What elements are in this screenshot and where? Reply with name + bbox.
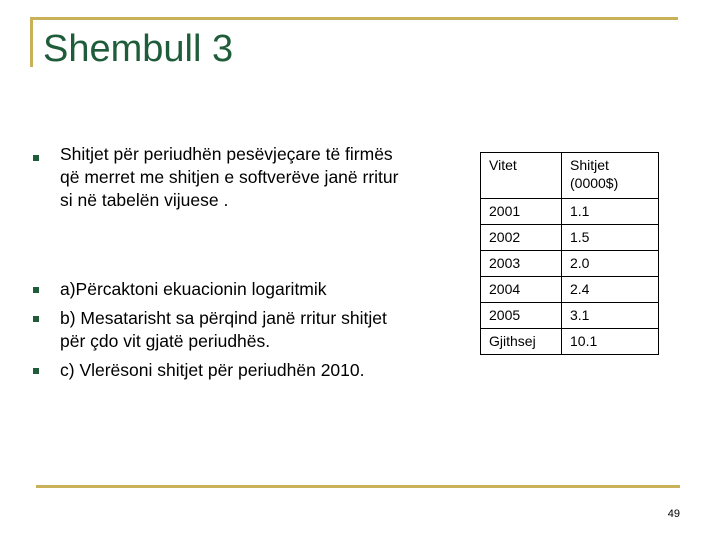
table-row bbox=[481, 251, 659, 277]
year-cell: 2002 bbox=[481, 225, 562, 251]
bullet-marker bbox=[33, 316, 39, 322]
year-cell: 2005 bbox=[481, 303, 562, 329]
header-years: Vitet bbox=[481, 153, 562, 199]
bullet-text: a)Përcaktoni ekuacionin logaritmik bbox=[60, 279, 327, 299]
total-value-cell: 10.1 bbox=[562, 329, 659, 355]
bullet-text: b) Mesatarisht sa përqind janë rritur shitjet për çdo vit gjatë periudhës. bbox=[60, 308, 387, 351]
sales-cell: 3.1 bbox=[562, 303, 659, 329]
year-cell: 2004 bbox=[481, 277, 562, 303]
year-cell: 2003 bbox=[481, 251, 562, 277]
table-header-row bbox=[481, 153, 659, 199]
sales-table bbox=[480, 152, 659, 355]
sales-cell: 2.0 bbox=[562, 251, 659, 277]
bullet-marker bbox=[33, 155, 39, 161]
bullet-marker bbox=[33, 287, 39, 293]
sales-cell: 1.5 bbox=[562, 225, 659, 251]
table-row bbox=[481, 303, 659, 329]
table-row bbox=[481, 225, 659, 251]
left-border-line bbox=[30, 17, 33, 67]
bullet-text: c) Vlerësoni shitjet për periudhën 2010. bbox=[60, 360, 365, 380]
table-row bbox=[481, 199, 659, 225]
header-sales: Shitjet (0000$) bbox=[562, 153, 659, 199]
slide-title: Shembull 3 bbox=[43, 28, 234, 70]
table-total-row bbox=[481, 329, 659, 355]
bullet-marker bbox=[33, 368, 39, 374]
sales-cell: 2.4 bbox=[562, 277, 659, 303]
table-row bbox=[481, 277, 659, 303]
top-border-line bbox=[30, 17, 678, 20]
bullet-text: Shitjet për periudhën pesëvjeçare të firmës që merret me shitjen e softverëve janë rritur si në tabelën vijuese . bbox=[60, 144, 399, 210]
page-number: 49 bbox=[667, 508, 680, 520]
year-cell: 2001 bbox=[481, 199, 562, 225]
bottom-border-line bbox=[36, 485, 680, 488]
total-label-cell: Gjithsej bbox=[481, 329, 562, 355]
sales-cell: 1.1 bbox=[562, 199, 659, 225]
